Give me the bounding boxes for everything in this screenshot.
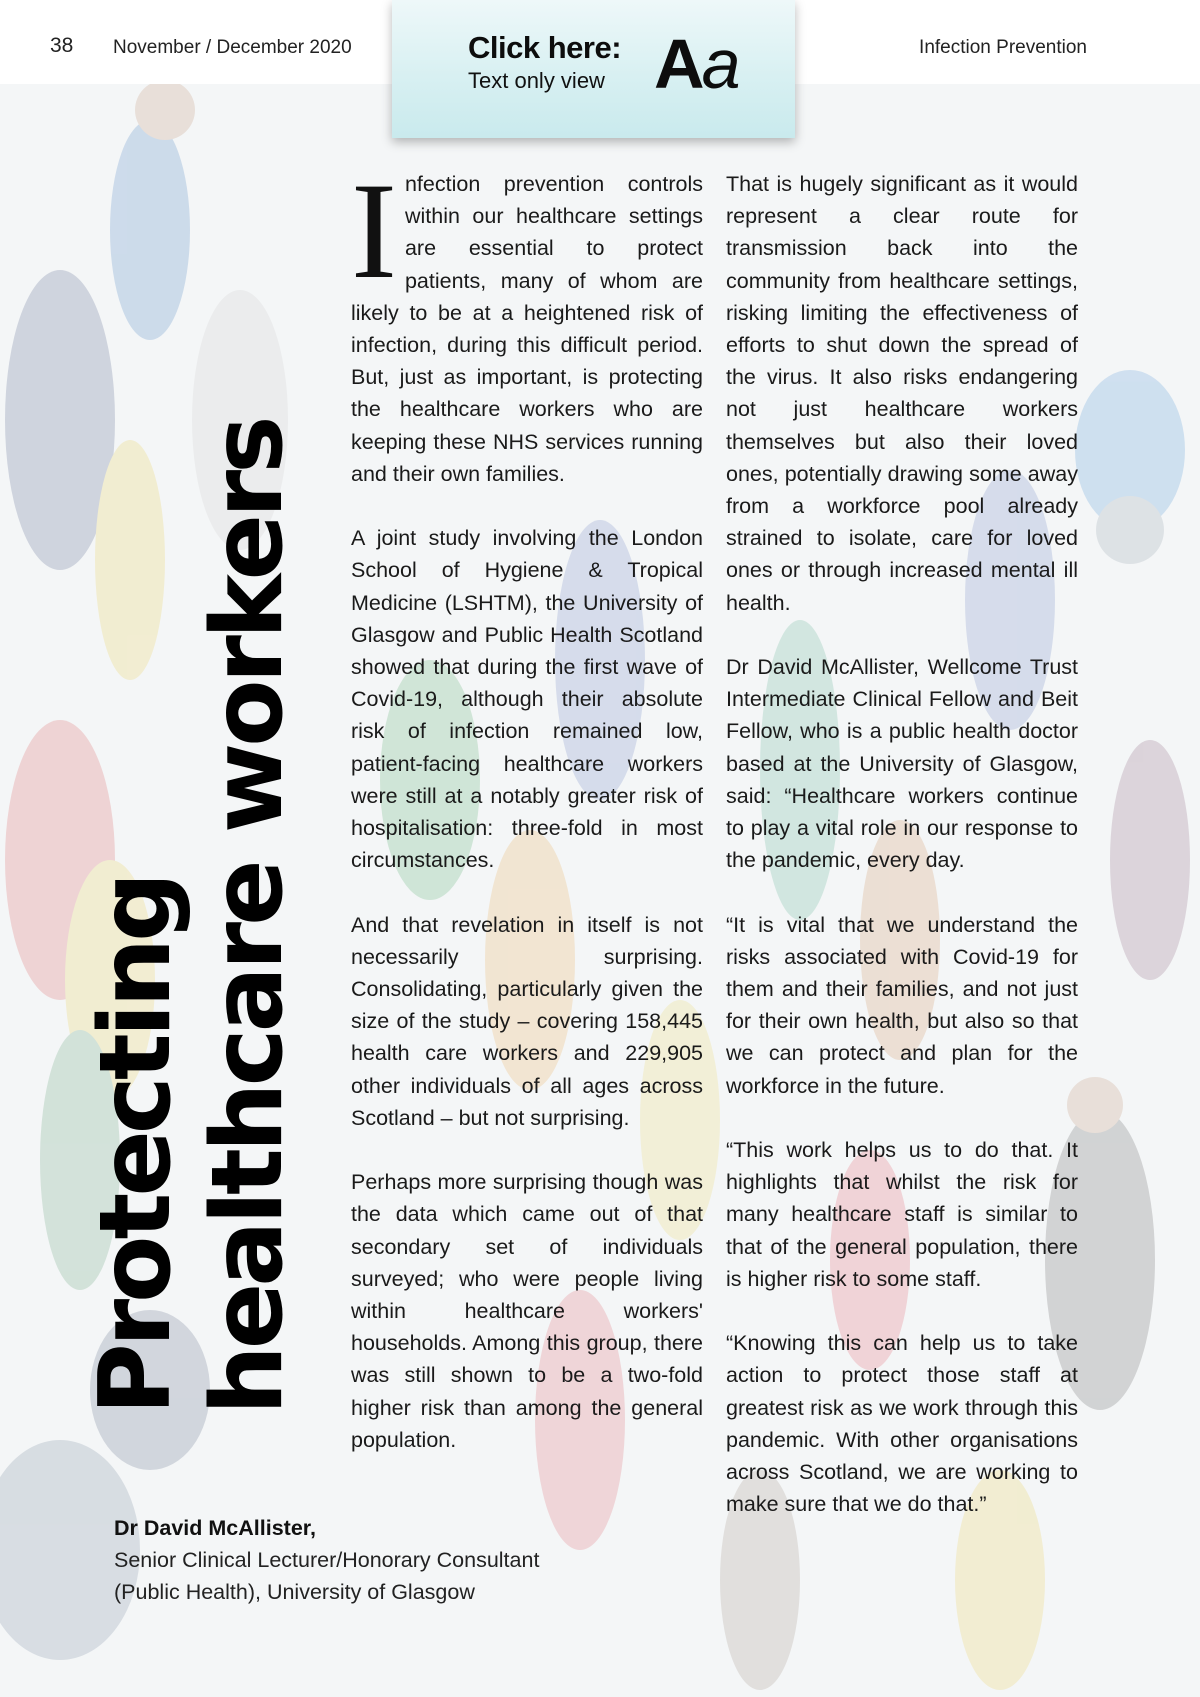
article-paragraph: Dr David McAllister, Wellcome Trust Intermediate Clinical Fellow and Beit Fellow, who is a public health doctor based at the University of Glasgow, said: “Healthcare workers continue to play a vital role in our response to the pandemic, every day. [726,655,1078,873]
author-byline [114,1512,539,1608]
article-paragraph: “Knowing this can help us to take action to protect those staff at greatest risk as we work through this pandemic. With other organisations across Scotland, we are working to make sure that we do that.” [726,1331,1078,1517]
paragraph-text: nfection prevention controls within our healthcare settings are essential to protect patients, many of whom are likely to be at a heightened risk of infection, during this difficult period. But, just as important, is protecting the healthcare workers who are keeping these NHS services running and their own families. [351,172,703,486]
article-paragraph: A joint study involving the London School of Hygiene & Tropical Medicine (LSHTM), the University of Glasgow and Public Health Scotland showed that during the first wave of Covid-19, although their absolute risk of infection remained low, patient-facing healthcare workers were still at a notably greater risk of hospitalisation: three-fold in most circumstances. [351,526,703,873]
article-paragraph: And that revelation in itself is not necessarily surprising. Consolidating, particularly given the size of the study – covering 158,445 health care workers and 229,905 other individuals of all ages across Scotland – but not surprising. [351,912,703,1130]
author-name: Dr David McAllister, [114,1516,316,1540]
font-size-icon [654,24,738,104]
text-only-view-button[interactable] [392,0,795,138]
article-headline [80,265,310,1415]
author-role-line-1: Senior Clinical Lecturer/Honorary Consultant [114,1548,540,1572]
article-paragraph: Perhaps more surprising though was the data which came out of that secondary set of individuals surveyed; who were people living within healthcare workers' households. Among this group, there was still shown to be a two-fold higher risk than among the general population. [351,1170,703,1452]
text-only-view-title: Click here: [468,30,622,65]
text-only-view-subtitle: Text only view [468,68,605,93]
article-column-right [726,168,1078,1553]
font-size-icon-lower: a [701,25,738,103]
headline-line-1: Protecting [79,875,193,1415]
article-paragraph: “This work helps us to do that. It highlights that whilst the risk for many healthcare staff is similar to that of the general population, there is higher risk to some staff. [726,1138,1078,1291]
headline-line-2: healthcare workers [191,419,305,1415]
article-paragraph: “It is vital that we understand the risks associated with Covid-19 for them and their families, and not just for their own health, but also so that we can protect and plan for the workforce in the future. [726,912,1078,1098]
author-role-line-2: (Public Health), University of Glasgow [114,1580,475,1604]
article-paragraph: That is hugely significant as it would represent a clear route for transmission back into the community from healthcare settings, risking limiting the effectiveness of efforts to shut down the spread of the virus. It also risks endangering not just healthcare workers themselves but also their loved ones, potentially drawing some away from a workforce pool already strained to isolate, care for loved ones or through increased mental ill health. [726,172,1078,615]
article-column-left [351,154,703,1488]
issue-date: November / December 2020 [113,37,352,58]
section-name: Infection Prevention [919,37,1087,58]
page-number: 38 [50,34,74,57]
drop-cap: I [351,154,397,307]
article-paragraph [351,154,703,490]
font-size-icon-upper: A [654,25,702,103]
